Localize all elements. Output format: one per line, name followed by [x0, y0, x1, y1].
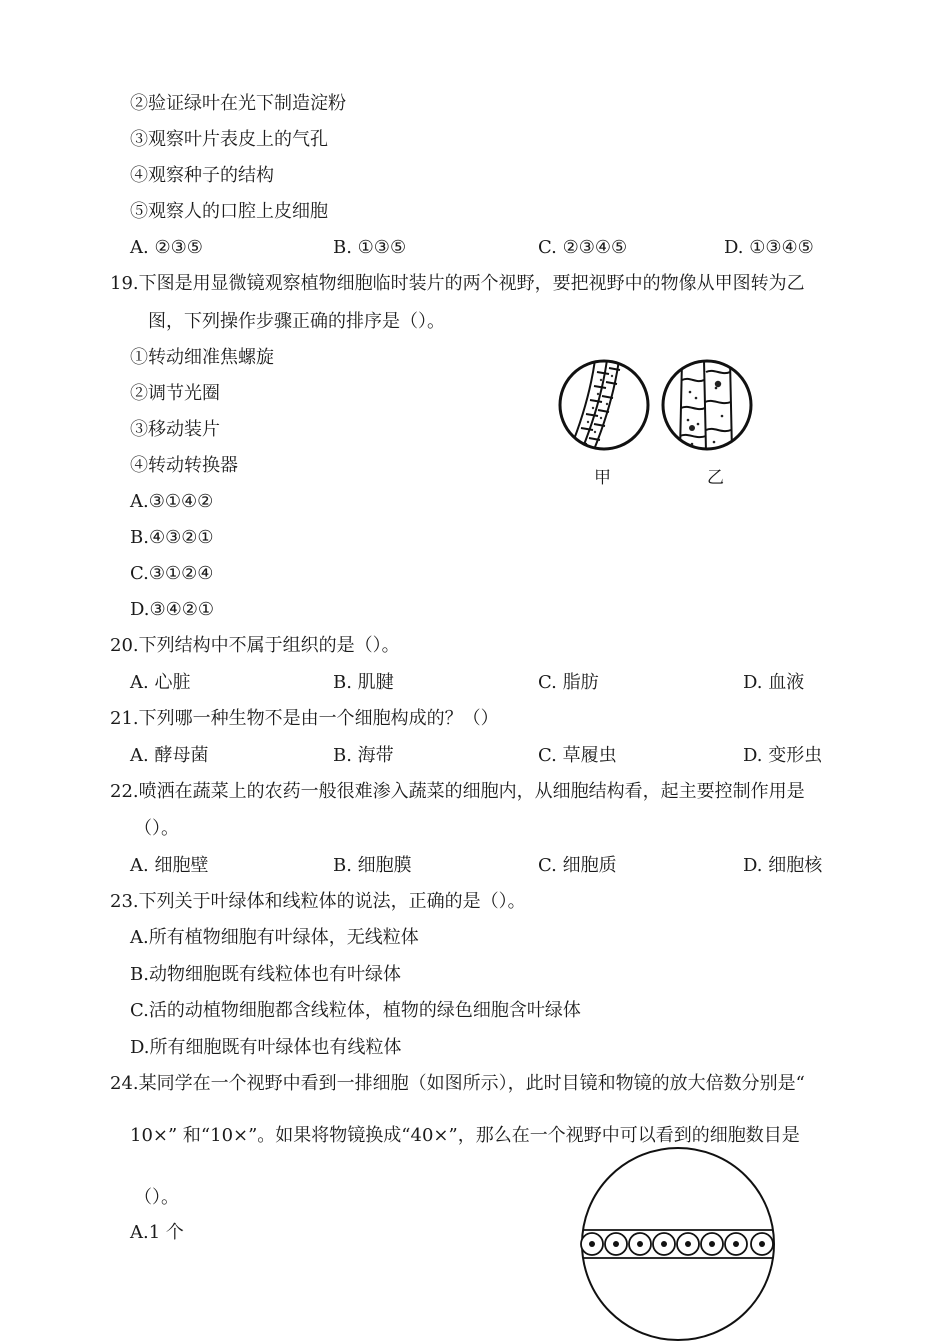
- q19-option-c: C.③①②④: [130, 563, 214, 584]
- figure-label-yi: 乙: [707, 468, 724, 488]
- q18-option-a: A. ②③⑤: [130, 237, 203, 258]
- q21-option-c: C. 草履虫: [538, 745, 617, 766]
- q21-option-b: B. 海带: [333, 745, 394, 766]
- q18-option-b: B. ①③⑤: [333, 237, 407, 258]
- q22-stem-line2: （）。: [134, 818, 179, 839]
- q19-option-d: D.③④②①: [130, 599, 215, 620]
- q19-option-a: A.③①④②: [130, 491, 214, 512]
- q18-item-3: ③观察叶片表皮上的气孔: [130, 129, 328, 150]
- q23-option-b: B.动物细胞既有线粒体也有叶绿体: [130, 964, 401, 985]
- microscope-field-cell-row: [578, 1146, 778, 1342]
- q20-option-c: C. 脂肪: [538, 672, 599, 693]
- q21-option-a: A. 酵母菌: [130, 745, 209, 766]
- q20-option-a: A. 心脏: [130, 672, 191, 693]
- q20-stem: 20.下列结构中不属于组织的是（）。: [110, 635, 400, 656]
- microscope-field-yi: [660, 358, 754, 452]
- q18-item-2: ②验证绿叶在光下制造淀粉: [130, 93, 346, 114]
- q19-step-1: ①转动细准焦螺旋: [130, 347, 274, 368]
- q23-option-d: D.所有细胞既有叶绿体也有线粒体: [130, 1037, 402, 1058]
- q22-option-a: A. 细胞壁: [130, 855, 209, 876]
- q22-option-c: C. 细胞质: [538, 855, 617, 876]
- q22-option-b: B. 细胞膜: [333, 855, 412, 876]
- q23-stem: 23.下列关于叶绿体和线粒体的说法，正确的是（）。: [110, 891, 526, 912]
- q22-stem-line1: 22.喷洒在蔬菜上的农药一般很难渗入蔬菜的细胞内，从细胞结构看，起主要控制作用是: [110, 781, 805, 802]
- q24-stem-line3: （）。: [134, 1187, 179, 1208]
- q19-option-b: B.④③②①: [130, 527, 214, 548]
- q18-item-5: ⑤观察人的口腔上皮细胞: [130, 201, 328, 222]
- q19-step-3: ③移动装片: [130, 419, 220, 440]
- q23-option-a: A.所有植物细胞有叶绿体，无线粒体: [130, 927, 419, 948]
- q21-option-d: D. 变形虫: [743, 745, 823, 766]
- q23-option-c: C.活的动植物细胞都含线粒体，植物的绿色细胞含叶绿体: [130, 1000, 581, 1021]
- q21-stem: 21.下列哪一种生物不是由一个细胞构成的？（）: [110, 708, 499, 729]
- q24-option-a: A.1 个: [130, 1222, 184, 1243]
- q19-step-4: ④转动转换器: [130, 455, 238, 476]
- q19-stem-line2: 图，下列操作步骤正确的排序是（）。: [148, 311, 445, 332]
- microscope-field-jia: [557, 358, 651, 452]
- q19-stem-line1: 19.下图是用显微镜观察植物细胞临时装片的两个视野，要把视野中的物像从甲图转为乙: [110, 273, 805, 294]
- q20-option-d: D. 血液: [743, 672, 805, 693]
- q24-stem-line2: 10×” 和“10×”。如果将物镜换成“40×”，那么在一个视野中可以看到的细胞数目是: [130, 1125, 800, 1146]
- q22-option-d: D. 细胞核: [743, 855, 823, 876]
- q20-option-b: B. 肌腱: [333, 672, 394, 693]
- q18-option-d: D. ①③④⑤: [724, 237, 814, 258]
- q19-step-2: ②调节光圈: [130, 383, 220, 404]
- figure-label-jia: 甲: [594, 468, 611, 488]
- q24-stem-line1: 24.某同学在一个视野中看到一排细胞（如图所示），此时目镜和物镜的放大倍数分别是“: [110, 1073, 805, 1094]
- q18-option-c: C. ②③④⑤: [538, 237, 628, 258]
- q18-item-4: ④观察种子的结构: [130, 165, 274, 186]
